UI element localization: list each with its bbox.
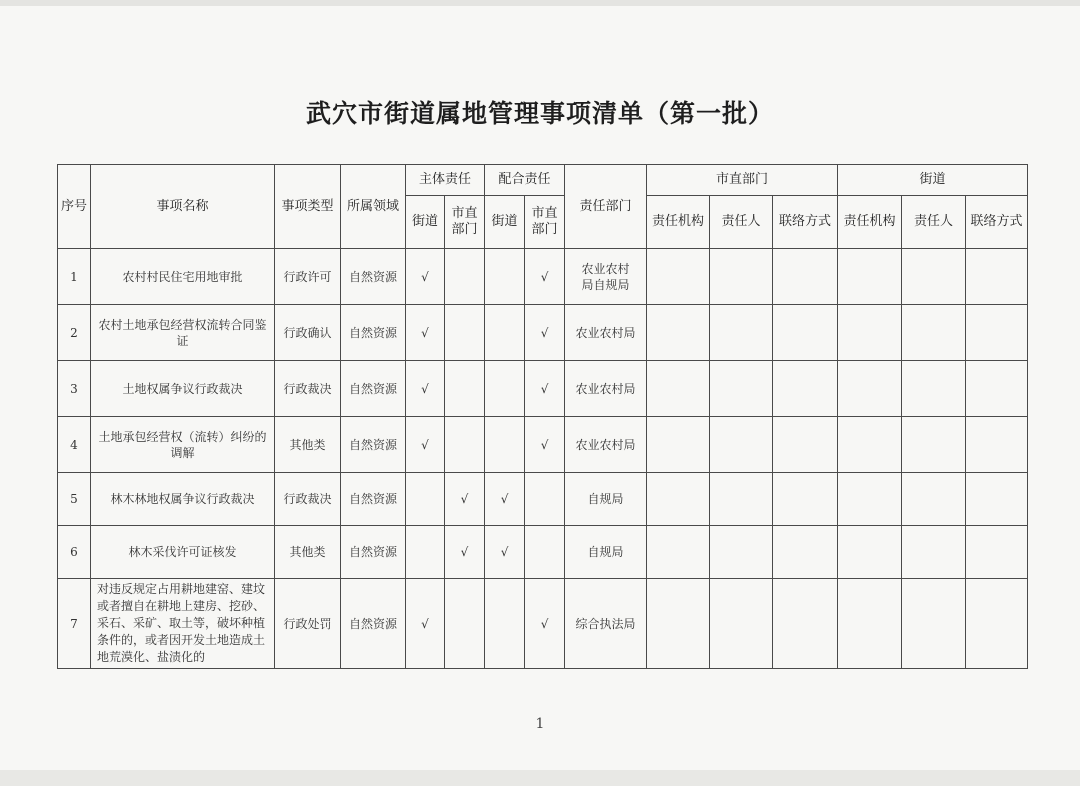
cell-street-contact <box>966 305 1028 361</box>
cell-main-street <box>406 473 445 526</box>
cell-street-contact <box>966 579 1028 669</box>
cell-seq: 6 <box>58 526 91 579</box>
cell-coop-city: √ <box>525 361 565 417</box>
header-street-group: 街道 <box>838 165 1028 196</box>
cell-main-street: √ <box>406 579 445 669</box>
cell-main-city <box>445 579 485 669</box>
cell-street-org <box>838 417 902 473</box>
header-type: 事项类型 <box>275 165 341 249</box>
cell-domain: 自然资源 <box>341 473 406 526</box>
cell-seq: 3 <box>58 361 91 417</box>
cell-street-person <box>902 305 966 361</box>
cell-street-org <box>838 526 902 579</box>
cell-name: 农村土地承包经营权流转合同鉴证 <box>91 305 275 361</box>
header-dept: 责任部门 <box>565 165 647 249</box>
cell-domain: 自然资源 <box>341 579 406 669</box>
cell-street-contact <box>966 361 1028 417</box>
cell-coop-street <box>485 361 525 417</box>
cell-street-org <box>838 249 902 305</box>
cell-city-contact <box>773 526 838 579</box>
cell-seq: 2 <box>58 305 91 361</box>
cell-type: 行政许可 <box>275 249 341 305</box>
cell-city-contact <box>773 249 838 305</box>
cell-main-street: √ <box>406 417 445 473</box>
cell-street-org <box>838 579 902 669</box>
cell-city-person <box>710 361 773 417</box>
cell-city-contact <box>773 579 838 669</box>
cell-city-contact <box>773 473 838 526</box>
cell-city-org <box>647 473 710 526</box>
document-title: 武穴市街道属地管理事项清单（第一批） <box>305 99 774 128</box>
cell-coop-street <box>485 249 525 305</box>
header-coop-responsibility: 配合责任 <box>485 165 565 196</box>
cell-street-person <box>902 361 966 417</box>
responsibility-table <box>57 164 1028 669</box>
cell-street-org <box>838 361 902 417</box>
cell-type: 行政裁决 <box>275 473 341 526</box>
cell-street-contact <box>966 249 1028 305</box>
cell-dept: 综合执法局 <box>565 579 647 669</box>
cell-city-org <box>647 417 710 473</box>
cell-seq: 7 <box>58 579 91 669</box>
cell-city-person <box>710 526 773 579</box>
cell-street-contact <box>966 473 1028 526</box>
cell-coop-city <box>525 473 565 526</box>
cell-name: 对违反规定占用耕地建窑、建坟或者擅自在耕地上建房、挖砂、采石、采矿、取土等，破坏种植条件的，或者因开发土地造成土地荒漠化、盐渍化的 <box>91 579 275 669</box>
header-name: 事项名称 <box>91 165 275 249</box>
header-city-person: 责任人 <box>710 196 773 249</box>
cell-main-street <box>406 526 445 579</box>
cell-type: 其他类 <box>275 526 341 579</box>
cell-type: 其他类 <box>275 417 341 473</box>
cell-main-city <box>445 249 485 305</box>
page-number: 1 <box>535 716 545 732</box>
cell-coop-street: √ <box>485 526 525 579</box>
cell-type: 行政裁决 <box>275 361 341 417</box>
cell-coop-city: √ <box>525 417 565 473</box>
cell-coop-city: √ <box>525 579 565 669</box>
cell-dept: 农业农村局 <box>565 361 647 417</box>
cell-city-org <box>647 579 710 669</box>
table-row <box>58 473 1028 526</box>
header-row-top <box>58 165 1028 196</box>
cell-coop-street <box>485 417 525 473</box>
cell-type: 行政确认 <box>275 305 341 361</box>
table-row <box>58 526 1028 579</box>
table-row <box>58 417 1028 473</box>
cell-dept: 农业农村局自规局 <box>565 249 647 305</box>
header-domain: 所属领域 <box>341 165 406 249</box>
cell-coop-street: √ <box>485 473 525 526</box>
table-row <box>58 361 1028 417</box>
cell-main-city <box>445 417 485 473</box>
cell-seq: 4 <box>58 417 91 473</box>
cell-coop-street <box>485 305 525 361</box>
cell-main-city: √ <box>445 526 485 579</box>
scan-edge-top <box>0 0 1080 6</box>
cell-street-person <box>902 526 966 579</box>
scan-edge-bottom <box>0 770 1080 786</box>
header-main-city: 市直部门 <box>445 196 485 249</box>
cell-domain: 自然资源 <box>341 305 406 361</box>
cell-domain: 自然资源 <box>341 249 406 305</box>
cell-name: 土地承包经营权（流转）纠纷的调解 <box>91 417 275 473</box>
cell-coop-city: √ <box>525 249 565 305</box>
header-main-street: 街道 <box>406 196 445 249</box>
header-seq: 序号 <box>58 165 91 249</box>
cell-street-contact <box>966 417 1028 473</box>
cell-city-person <box>710 249 773 305</box>
cell-seq: 1 <box>58 249 91 305</box>
cell-city-org <box>647 249 710 305</box>
cell-city-person <box>710 417 773 473</box>
cell-main-street: √ <box>406 361 445 417</box>
cell-main-city <box>445 361 485 417</box>
cell-street-person <box>902 579 966 669</box>
table-row <box>58 249 1028 305</box>
cell-name: 林木林地权属争议行政裁决 <box>91 473 275 526</box>
cell-street-person <box>902 417 966 473</box>
cell-city-contact <box>773 417 838 473</box>
header-street-contact: 联络方式 <box>966 196 1028 249</box>
header-coop-street: 街道 <box>485 196 525 249</box>
cell-city-person <box>710 473 773 526</box>
cell-dept: 自规局 <box>565 526 647 579</box>
cell-street-org <box>838 473 902 526</box>
cell-coop-city <box>525 526 565 579</box>
cell-street-org <box>838 305 902 361</box>
cell-street-person <box>902 473 966 526</box>
cell-dept: 农业农村局 <box>565 417 647 473</box>
cell-city-contact <box>773 305 838 361</box>
cell-main-street: √ <box>406 305 445 361</box>
cell-coop-city: √ <box>525 305 565 361</box>
cell-dept: 自规局 <box>565 473 647 526</box>
cell-city-contact <box>773 361 838 417</box>
header-main-responsibility: 主体责任 <box>406 165 485 196</box>
cell-name: 农村村民住宅用地审批 <box>91 249 275 305</box>
cell-coop-street <box>485 579 525 669</box>
header-street-org: 责任机构 <box>838 196 902 249</box>
header-coop-city: 市直部门 <box>525 196 565 249</box>
cell-type: 行政处罚 <box>275 579 341 669</box>
cell-city-org <box>647 526 710 579</box>
cell-city-org <box>647 361 710 417</box>
cell-street-person <box>902 249 966 305</box>
header-city-org: 责任机构 <box>647 196 710 249</box>
cell-main-city <box>445 305 485 361</box>
cell-main-city: √ <box>445 473 485 526</box>
cell-seq: 5 <box>58 473 91 526</box>
cell-dept: 农业农村局 <box>565 305 647 361</box>
cell-domain: 自然资源 <box>341 361 406 417</box>
cell-domain: 自然资源 <box>341 526 406 579</box>
header-city-contact: 联络方式 <box>773 196 838 249</box>
header-street-person: 责任人 <box>902 196 966 249</box>
header-city-group: 市直部门 <box>647 165 838 196</box>
table-row <box>58 305 1028 361</box>
cell-domain: 自然资源 <box>341 417 406 473</box>
cell-name: 土地权属争议行政裁决 <box>91 361 275 417</box>
cell-street-contact <box>966 526 1028 579</box>
cell-city-person <box>710 305 773 361</box>
cell-city-person <box>710 579 773 669</box>
table-row <box>58 579 1028 669</box>
cell-name: 林木采伐许可证核发 <box>91 526 275 579</box>
cell-city-org <box>647 305 710 361</box>
cell-main-street: √ <box>406 249 445 305</box>
